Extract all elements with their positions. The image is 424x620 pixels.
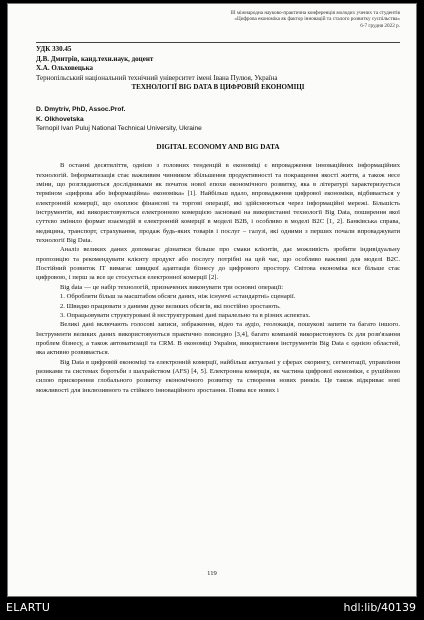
udk-code: УДК 330.45 xyxy=(36,45,72,53)
paragraph-2: Аналіз великих даних допомагає дізнатися більше про смаки клієнтів, дає можливість зробити індивідуальну пропозицію та рекомендувати клієнту продукт або послугу потрібні на цей час, що особливо важливі для моделі B2C. Постійний розвиток IT вимагає швидкої адаптація бізнесу до цифрового простору. Світова економіка все більше стає цифровою, і перш за все це стосується електронної комерції [2]. xyxy=(36,246,400,282)
title-ua: ТЕХНОЛОГІЇ BIG DATA В ЦИФРОВІЙ ЕКОНОМІЦІ xyxy=(131,83,305,92)
page-number: 119 xyxy=(207,570,217,577)
list-item-2: 2. Швидко працювати з даними дуже великих обсягів, які постійно зростають. xyxy=(60,302,281,310)
header-line-3: 6-7 грудня 2022 р. xyxy=(360,22,400,29)
list-item-3: 3. Опрацьовувати структуровані й неструктуровані дані паралельно та в різних аспектах. xyxy=(60,311,311,319)
repository-label: ELARTU xyxy=(6,601,51,614)
author-en-2: K. Olkhovetska xyxy=(36,115,84,123)
paragraph-1: В останні десятиліття, однією з головних тенденцій в економіці є впровадження інноваційних інформаційних технологій. Інформатизація стає важливим чинником збільшення продуктивності та покращення якості життя, а також несе зміни, що розглядаються дослідниками як початок нової епохи економічного розвитку, яка в літературі характеризується терміном «цифрова або інформаційна» економіка» [1]. Найбільш вдало, впровадження цифрової економіки, відбивається у електронній комерції, що охоплює фінансові та торгові операції, які здійснюються через інформаційні мережі. Більшість інструментів, які використовуються електронною комерцією засновані на використанні технології Big Data, поширення якої суттєво змінило формат взаємодій в електронній комерції в моделі B2B, і особливо в моделі B2C [1, 2]. Банківська справа, медицина, транспорт, страхування, продаж будь-яких товарів і послуг – галузі, які одними з перших почали впроваджувати технології Big Data. xyxy=(36,162,400,245)
header-line-2: «Цифрова економіка як фактор інновацій та сталого розвитку суспільства» xyxy=(234,16,400,23)
list-item-1: 1. Обробляти більш за масштабом обсяги даних, ніж існуючі «стандартні» сценарії. xyxy=(60,293,296,301)
affiliation-en: Ternopil Ivan Puluj National Technical University, Ukraine xyxy=(36,125,202,133)
conference-header xyxy=(100,10,400,29)
document-page xyxy=(7,3,417,597)
header-divider xyxy=(36,42,400,43)
author-en-1: D. Dmytriv, PhD, Assoc.Prof. xyxy=(36,105,126,113)
title-en: DIGITAL ECONOMY AND BIG DATA xyxy=(156,142,280,151)
paragraph-4: Великі дані включають голосові записи, зображення, відео та аудіо, геолокація, пошукові запити та багато іншого. Інструменти великих даних використовуються практично повсюдно [3,4], багато компаній використовують їх для розв'язання проблем бізнесу, а також автоматизації та CRM. В економіці України, використання інструментів Big Data є однією областей, яка активно розвивається. xyxy=(36,321,400,357)
author-ua-1: Д.В. Дмитрів, канд.техн.наук, доцент xyxy=(36,54,154,63)
paragraph-3: Big data — це набір технологій, призначених виконувати три основні операції: xyxy=(60,283,284,291)
author-ua-2: Х.А. Ольховецька xyxy=(36,64,94,73)
affiliation-ua: Тернопільський національний технічний університет імені Івана Пулюя, Україна xyxy=(36,73,278,82)
article-content xyxy=(36,45,400,395)
handle-label: hdl:lib/40139 xyxy=(343,601,416,614)
paragraph-5: Big Data в цифровій економіці та електронній комерції, найбільш актуальні у сферах скорингу, сегментації, управління ризиками та системах боротьби з шахрайством (AFS) [4, 5]. Електронна комерція, як частина цифрової економіки, є рушійною силою прискорення глобального розвитку економічного розвитку та створення нових ринків. Це також відкриває нові можливості для інклюзивного та стійкого інноваційного зростання. Поява все нових і xyxy=(36,358,400,394)
header-line-1: ІІІ міжнародна науково-практична конференція молодих учених та студентів xyxy=(230,10,400,16)
